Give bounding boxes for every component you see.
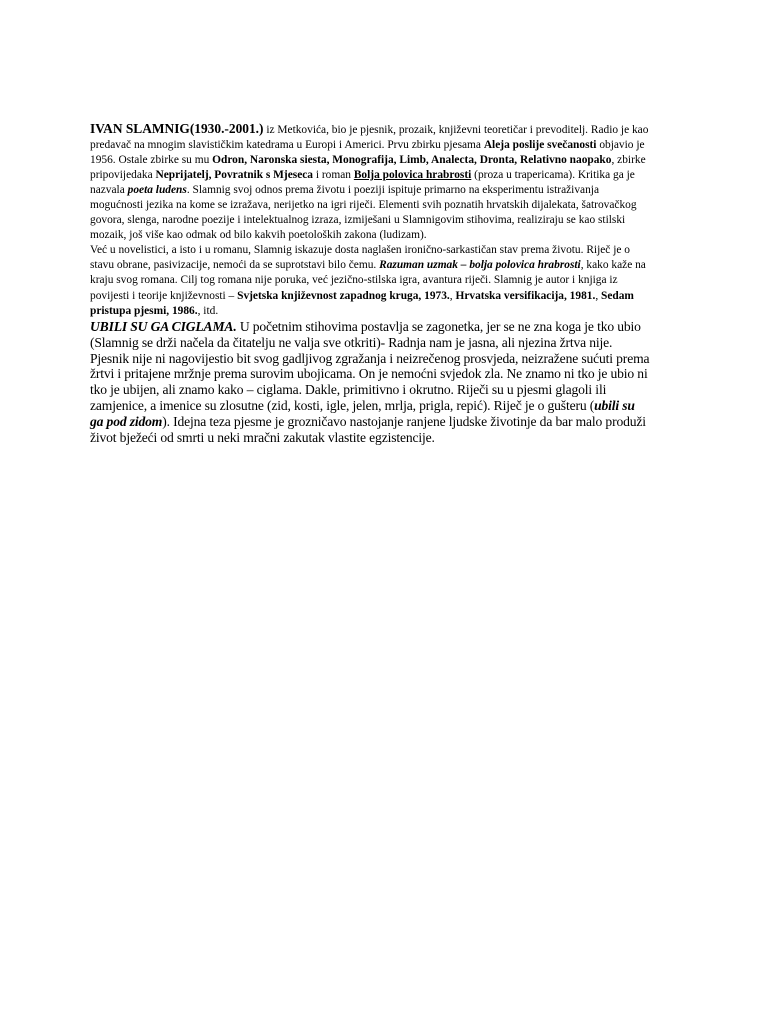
bio-text: i roman	[313, 169, 354, 182]
separator: ,	[595, 289, 602, 302]
poem-analysis-paragraph	[90, 319, 650, 447]
poem-title: UBILI SU GA CIGLAMA.	[90, 318, 237, 334]
document-page	[90, 121, 650, 446]
analysis-text: U početnim stihovima postavlja se zagonetka, jer se ne zna koga je tko ubio (Slamnig se drži načela da čitatelju ne valja sve otkriti)- Radnja nam je jasna, ali njezina žrtva nije. Pjesnik nije ni nagovijestio bit svog gadljivog zgražanja i neizrečenog prosvjeda, neizražene sućuti prema žrtvi i pritajene mržnje prema surovim ubojicama. On je nemoćni svjedok zla. Ne znamo ni tko je ubio ni tko je ubijen, ali znamo kako – ciglama. Dakle, primitivno i okrutno. Riječi su u pjesmi glagoli ili zamjenice, a imenice su zlosutne (zid, kosti, igle, jelen, mrlja, prigla, repić). Riječ je o gušteru (	[90, 318, 650, 414]
quote: Razuman uzmak – bolja polovica hrabrosti	[379, 259, 581, 272]
book-titles: Neprijatelj, Povratnik s Mjeseca	[155, 169, 314, 182]
poem-quote: ubili su ga pod zidom	[90, 398, 635, 430]
book-title: Sedam pristupa pjesmi, 1986.	[90, 289, 634, 317]
novel-title: Bolja polovica hrabrosti	[353, 169, 472, 182]
epithet: poeta ludens	[127, 184, 187, 197]
analysis-text: ). Idejna teza pjesme je grozničavo nastojanje ranjene ljudske životinje da bar malo produži život bježeći od smrti u neki mračni zakutak vlastite egzistencije.	[90, 414, 646, 446]
bio-text: iz Metkovića, bio je pjesnik, prozaik, književni teoretičar i prevoditelj. Radio je kao predavač na mnogim slavističkim katedrama u Europi i Americi. Prvu zbirku pjesama	[90, 124, 649, 152]
bio-text: (proza u trapericama). Kritika ga je nazvala	[90, 169, 635, 197]
bio-text: , kako kaže na kraju svog romana. Cilj tog romana nije poruka, već jezično-stilska igra, avantura riječi. Slamnig je autor i knjiga iz povijesti i teorije književnosti –	[90, 259, 646, 302]
biography-paragraph	[90, 121, 650, 319]
book-title: Hrvatska versifikacija, 1981.	[455, 289, 596, 302]
bio-text: , itd.	[197, 304, 219, 317]
separator: ,	[449, 289, 456, 302]
book-title: Svjetska književnost zapadnog kruga, 1973.	[237, 289, 450, 302]
bio-text: . Slamnig svoj odnos prema životu i poeziji ispituje primarno na eksperimentu istraživanja mogućnosti jezika na kome se izražava, nerijetko na igri riječi. Elementi svih poznatih hrvatskih dijalekata, šatrovačkog govora, slenga, narodne poezije i intelektualnog izraza, izmiješani u Slamnigovim stihovima, realiziraju se kao stilski mozaik, još više kao odmak od bilo kakvih poetoloških zakona (ludizam).	[90, 184, 637, 242]
book-titles: Odron, Naronska siesta, Monografija, Limb, Analecta, Dronta, Relativno naopako	[212, 154, 612, 167]
bio-text: , zbirke pripovijedaka	[90, 154, 646, 182]
bio-text: objavio je 1956. Ostale zbirke su mu	[90, 139, 645, 167]
book-title: Aleja poslije svečanosti	[483, 139, 597, 152]
author-name: IVAN SLAMNIG(1930.-2001.)	[90, 121, 264, 136]
bio-text: Već u novelistici, a isto i u romanu, Slamnig iskazuje dosta naglašen ironično-sarkastičan stav prema životu. Riječ je o stavu obrane, pasivizacije, nemoći da se suprotstavi bilo čemu.	[90, 244, 630, 272]
